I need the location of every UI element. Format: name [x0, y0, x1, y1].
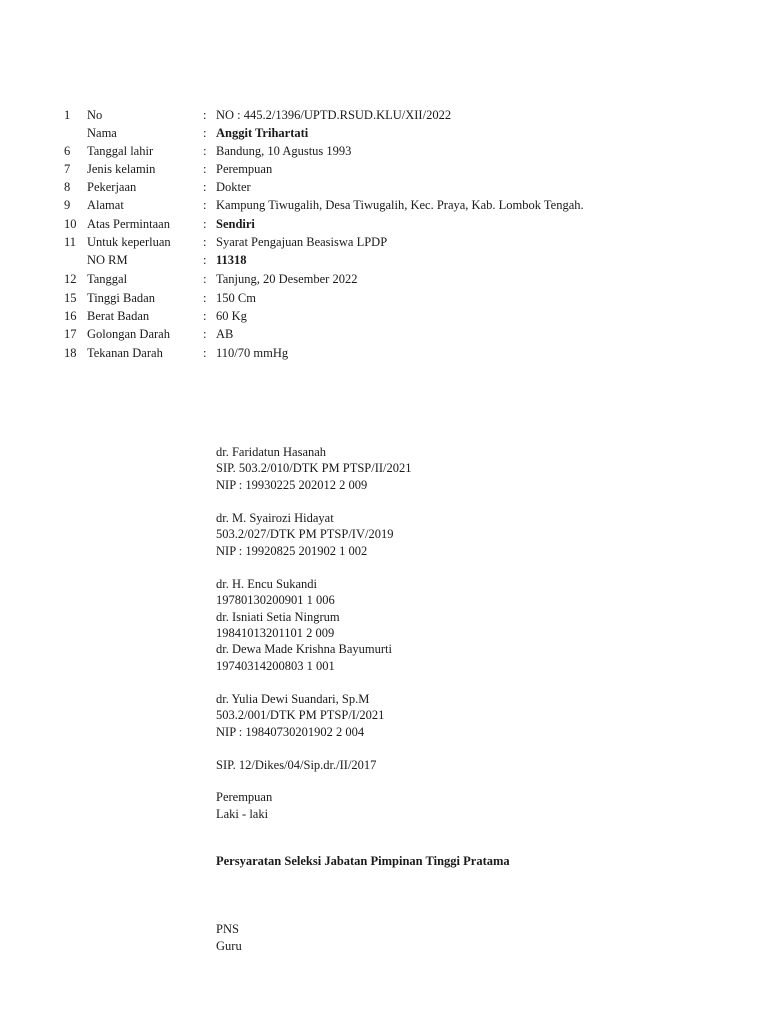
text-line: dr. Faridatun Hasanah — [216, 445, 327, 459]
field-label: Atas Permintaan — [87, 217, 170, 231]
field-value: Kampung Tiwugalih, Desa Tiwugalih, Kec. Praya, Kab. Lombok Tengah. — [216, 198, 584, 212]
field-colon: : — [203, 309, 207, 323]
field-number: 1 — [64, 108, 71, 122]
field-colon: : — [203, 346, 207, 360]
text-line: PNS — [216, 922, 239, 936]
text-line: dr. Isniati Setia Ningrum — [216, 610, 340, 624]
field-value: Tanjung, 20 Desember 2022 — [216, 272, 358, 286]
text-line: dr. Dewa Made Krishna Bayumurti — [216, 642, 393, 656]
field-label: Tanggal lahir — [87, 144, 154, 158]
field-colon: : — [203, 272, 207, 286]
field-colon: : — [203, 235, 207, 249]
field-value: 110/70 mmHg — [216, 346, 289, 360]
field-value: 60 Kg — [216, 309, 247, 323]
field-number: 11 — [64, 235, 77, 249]
field-number: 9 — [64, 198, 71, 212]
text-line: 19841013201101 2 009 — [216, 626, 335, 640]
field-number: 16 — [64, 309, 77, 323]
field-number: 10 — [64, 217, 77, 231]
text-line: Laki - laki — [216, 807, 269, 821]
field-value: Sendiri — [216, 217, 255, 231]
field-value: Syarat Pengajuan Beasiswa LPDP — [216, 235, 388, 249]
text-line: Perempuan — [216, 790, 273, 804]
field-label: No — [87, 108, 103, 122]
field-label: Berat Badan — [87, 309, 150, 323]
field-number: 8 — [64, 180, 71, 194]
field-label: Alamat — [87, 198, 124, 212]
field-label: Nama — [87, 126, 117, 140]
field-colon: : — [203, 108, 207, 122]
field-colon: : — [203, 144, 207, 158]
field-value: Perempuan — [216, 162, 273, 176]
text-line: 19740314200803 1 001 — [216, 659, 335, 673]
field-value: 150 Cm — [216, 291, 256, 305]
text-line: SIP. 503.2/010/DTK PM PTSP/II/2021 — [216, 461, 412, 475]
field-value: AB — [216, 327, 234, 341]
text-line: Guru — [216, 939, 242, 953]
text-line: 503.2/001/DTK PM PTSP/I/2021 — [216, 708, 385, 722]
field-number: 6 — [64, 144, 71, 158]
field-number: 18 — [64, 346, 77, 360]
field-value: Bandung, 10 Agustus 1993 — [216, 144, 352, 158]
field-value: 11318 — [216, 253, 247, 267]
field-value: Anggit Trihartati — [216, 126, 309, 140]
text-line: 503.2/027/DTK PM PTSP/IV/2019 — [216, 527, 394, 541]
field-label: Untuk keperluan — [87, 235, 171, 249]
section-heading: Persyaratan Seleksi Jabatan Pimpinan Tinggi Pratama — [216, 854, 510, 868]
field-number: 17 — [64, 327, 77, 341]
field-number: 12 — [64, 272, 77, 286]
field-label: Pekerjaan — [87, 180, 137, 194]
field-colon: : — [203, 217, 207, 231]
field-value: NO : 445.2/1396/UPTD.RSUD.KLU/XII/2022 — [216, 108, 452, 122]
field-number: 15 — [64, 291, 77, 305]
text-line: SIP. 12/Dikes/04/Sip.dr./II/2017 — [216, 758, 377, 772]
field-colon: : — [203, 291, 207, 305]
field-label: Tekanan Darah — [87, 346, 163, 360]
text-line: 19780130200901 1 006 — [216, 593, 335, 607]
field-label: Tinggi Badan — [87, 291, 155, 305]
field-label: NO RM — [87, 253, 128, 267]
text-line: dr. H. Encu Sukandi — [216, 577, 318, 591]
field-value: Dokter — [216, 180, 251, 194]
field-colon: : — [203, 327, 207, 341]
text-line: dr. Yulia Dewi Suandari, Sp.M — [216, 692, 370, 706]
text-line: dr. M. Syairozi Hidayat — [216, 511, 334, 525]
field-label: Tanggal — [87, 272, 128, 286]
text-line: NIP : 19840730201902 2 004 — [216, 725, 365, 739]
field-colon: : — [203, 180, 207, 194]
field-colon: : — [203, 162, 207, 176]
field-colon: : — [203, 126, 207, 140]
field-number: 7 — [64, 162, 71, 176]
field-label: Golongan Darah — [87, 327, 170, 341]
text-line: NIP : 19930225 202012 2 009 — [216, 478, 368, 492]
field-colon: : — [203, 253, 207, 267]
field-colon: : — [203, 198, 207, 212]
field-label: Jenis kelamin — [87, 162, 156, 176]
text-line: NIP : 19920825 201902 1 002 — [216, 544, 368, 558]
